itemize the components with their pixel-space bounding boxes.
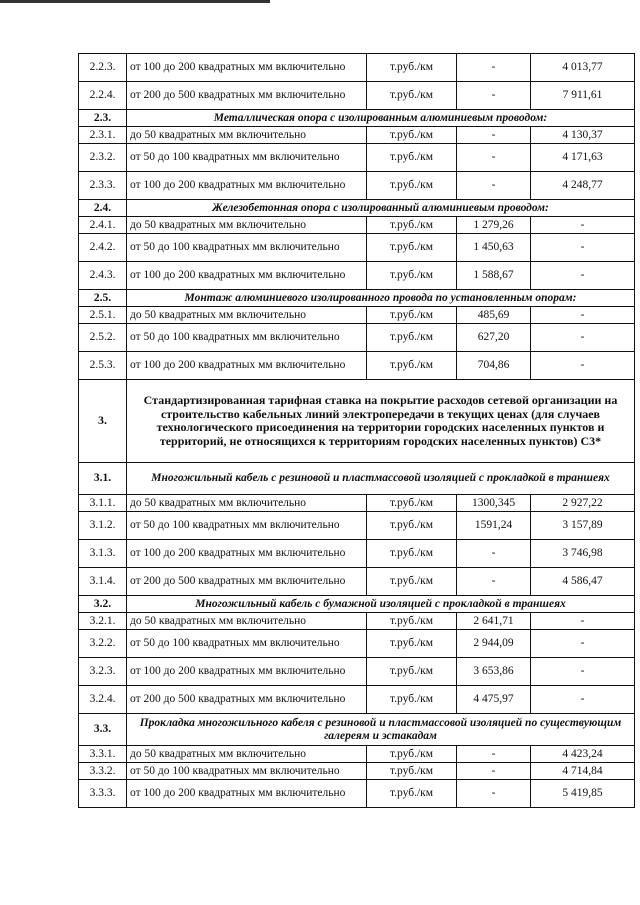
- row-value-2: -: [531, 630, 635, 658]
- row-value-2: -: [531, 658, 635, 686]
- row-number: 2.2.4.: [79, 82, 127, 110]
- table-row: [79, 763, 635, 780]
- table-row: [79, 172, 635, 200]
- section-row: [79, 200, 635, 217]
- table-row: [79, 217, 635, 234]
- section-title: Железобетонная опора с изолированный алюминиевым проводом:: [127, 200, 635, 217]
- row-unit: т.руб./км: [367, 630, 457, 658]
- section-number: 2.4.: [79, 200, 127, 217]
- row-number: 2.5.2.: [79, 324, 127, 352]
- table-row: [79, 746, 635, 763]
- table-row: [79, 686, 635, 714]
- table-row: [79, 540, 635, 568]
- row-unit: т.руб./км: [367, 54, 457, 82]
- tariff-table-sheet: [78, 53, 634, 808]
- row-number: 2.3.1.: [79, 127, 127, 144]
- row-value-1: -: [457, 54, 531, 82]
- row-value-2: 3 157,89: [531, 512, 635, 540]
- row-number: 3.2.2.: [79, 630, 127, 658]
- row-value-2: 4 714,84: [531, 763, 635, 780]
- row-unit: т.руб./км: [367, 512, 457, 540]
- table-row: [79, 780, 635, 808]
- row-description: до 50 квадратных мм включительно: [127, 746, 367, 763]
- row-unit: т.руб./км: [367, 686, 457, 714]
- table-row: [79, 630, 635, 658]
- table-row: [79, 495, 635, 512]
- section-title: Многожильный кабель с резиновой и пластмассовой изоляцией с прокладкой в траншеях: [127, 463, 635, 495]
- row-value-2: -: [531, 613, 635, 630]
- row-number: 3.2.1.: [79, 613, 127, 630]
- section-number: 2.5.: [79, 290, 127, 307]
- row-unit: т.руб./км: [367, 763, 457, 780]
- row-unit: т.руб./км: [367, 324, 457, 352]
- row-value-1: 627,20: [457, 324, 531, 352]
- row-unit: т.руб./км: [367, 495, 457, 512]
- section-number: 3.3.: [79, 714, 127, 746]
- section-number: 3.: [79, 380, 127, 463]
- row-unit: т.руб./км: [367, 780, 457, 808]
- row-value-2: -: [531, 686, 635, 714]
- row-number: 2.2.3.: [79, 54, 127, 82]
- row-description: от 50 до 100 квадратных мм включительно: [127, 630, 367, 658]
- table-row: [79, 82, 635, 110]
- row-value-2: 4 171,63: [531, 144, 635, 172]
- section-row: [79, 463, 635, 495]
- row-value-1: 1 279,26: [457, 217, 531, 234]
- row-number: 3.1.4.: [79, 568, 127, 596]
- row-value-2: -: [531, 234, 635, 262]
- row-description: от 50 до 100 квадратных мм включительно: [127, 763, 367, 780]
- row-value-2: 4 586,47: [531, 568, 635, 596]
- row-number: 3.3.1.: [79, 746, 127, 763]
- row-value-1: 485,69: [457, 307, 531, 324]
- row-value-1: 2 641,71: [457, 613, 531, 630]
- row-description: от 50 до 100 квадратных мм включительно: [127, 512, 367, 540]
- row-description: от 100 до 200 квадратных мм включительно: [127, 540, 367, 568]
- row-unit: т.руб./км: [367, 234, 457, 262]
- row-unit: т.руб./км: [367, 613, 457, 630]
- row-description: от 100 до 200 квадратных мм включительно: [127, 262, 367, 290]
- table-row: [79, 352, 635, 380]
- row-value-1: -: [457, 127, 531, 144]
- row-value-1: 1300,345: [457, 495, 531, 512]
- section-row: [79, 110, 635, 127]
- row-value-1: 704,86: [457, 352, 531, 380]
- row-number: 3.3.2.: [79, 763, 127, 780]
- row-value-1: -: [457, 763, 531, 780]
- row-value-2: 4 130,37: [531, 127, 635, 144]
- section-number: 3.1.: [79, 463, 127, 495]
- section-row: [79, 380, 635, 463]
- row-value-2: -: [531, 307, 635, 324]
- row-value-2: 4 248,77: [531, 172, 635, 200]
- row-unit: т.руб./км: [367, 127, 457, 144]
- row-value-1: -: [457, 144, 531, 172]
- table-row: [79, 568, 635, 596]
- section-title: Стандартизированная тарифная ставка на покрытие расходов сетевой организации на строительство кабельных линий электропередачи в текущих ценах (для случаев технологического присоединения на территории городских населенных пунктов и территорий, не относящихся к территориям городских населенных пунктов) С3*: [127, 380, 635, 463]
- row-number: 3.2.4.: [79, 686, 127, 714]
- row-number: 2.4.3.: [79, 262, 127, 290]
- row-number: 2.4.1.: [79, 217, 127, 234]
- row-number: 3.1.2.: [79, 512, 127, 540]
- row-value-1: -: [457, 746, 531, 763]
- section-number: 3.2.: [79, 596, 127, 613]
- table-row: [79, 658, 635, 686]
- row-description: от 50 до 100 квадратных мм включительно: [127, 324, 367, 352]
- section-row: [79, 290, 635, 307]
- row-value-1: -: [457, 540, 531, 568]
- row-value-1: -: [457, 780, 531, 808]
- row-value-2: -: [531, 262, 635, 290]
- row-value-1: 2 944,09: [457, 630, 531, 658]
- row-description: от 100 до 200 квадратных мм включительно: [127, 172, 367, 200]
- row-description: от 200 до 500 квадратных мм включительно: [127, 568, 367, 596]
- section-row: [79, 714, 635, 746]
- table-row: [79, 144, 635, 172]
- row-description: от 50 до 100 квадратных мм включительно: [127, 144, 367, 172]
- row-number: 3.1.1.: [79, 495, 127, 512]
- row-number: 2.3.3.: [79, 172, 127, 200]
- row-number: 3.2.3.: [79, 658, 127, 686]
- top-rule: [0, 0, 270, 3]
- section-title: Монтаж алюминиевого изолированного провода по установленным опорам:: [127, 290, 635, 307]
- tariff-table-body: [79, 54, 635, 808]
- row-value-1: -: [457, 568, 531, 596]
- row-description: до 50 квадратных мм включительно: [127, 307, 367, 324]
- table-row: [79, 54, 635, 82]
- table-row: [79, 262, 635, 290]
- row-value-1: 1 450,63: [457, 234, 531, 262]
- row-unit: т.руб./км: [367, 540, 457, 568]
- row-unit: т.руб./км: [367, 746, 457, 763]
- row-number: 2.4.2.: [79, 234, 127, 262]
- section-title: Прокладка многожильного кабеля с резиновой и пластмассовой изоляцией по существующим галереям и эстакадам: [127, 714, 635, 746]
- row-description: до 50 квадратных мм включительно: [127, 613, 367, 630]
- row-value-1: 3 653,86: [457, 658, 531, 686]
- row-value-1: 4 475,97: [457, 686, 531, 714]
- table-row: [79, 234, 635, 262]
- row-description: от 50 до 100 квадратных мм включительно: [127, 234, 367, 262]
- row-unit: т.руб./км: [367, 217, 457, 234]
- row-value-2: 7 911,61: [531, 82, 635, 110]
- row-value-2: -: [531, 217, 635, 234]
- row-unit: т.руб./км: [367, 144, 457, 172]
- row-description: от 100 до 200 квадратных мм включительно: [127, 658, 367, 686]
- row-number: 2.5.1.: [79, 307, 127, 324]
- row-number: 2.5.3.: [79, 352, 127, 380]
- row-description: до 50 квадратных мм включительно: [127, 495, 367, 512]
- table-row: [79, 324, 635, 352]
- row-unit: т.руб./км: [367, 307, 457, 324]
- row-value-2: -: [531, 352, 635, 380]
- section-title: Многожильный кабель с бумажной изоляцией с прокладкой в траншеях: [127, 596, 635, 613]
- row-value-1: -: [457, 172, 531, 200]
- row-unit: т.руб./км: [367, 568, 457, 596]
- row-unit: т.руб./км: [367, 172, 457, 200]
- table-row: [79, 613, 635, 630]
- section-number: 2.3.: [79, 110, 127, 127]
- section-title: Металлическая опора с изолированным алюминиевым проводом:: [127, 110, 635, 127]
- row-description: от 200 до 500 квадратных мм включительно: [127, 82, 367, 110]
- row-value-2: 5 419,85: [531, 780, 635, 808]
- row-unit: т.руб./км: [367, 262, 457, 290]
- row-value-2: 4 423,24: [531, 746, 635, 763]
- section-row: [79, 596, 635, 613]
- row-description: от 100 до 200 квадратных мм включительно: [127, 54, 367, 82]
- row-number: 3.3.3.: [79, 780, 127, 808]
- row-description: до 50 квадратных мм включительно: [127, 127, 367, 144]
- row-value-1: 1591,24: [457, 512, 531, 540]
- row-number: 3.1.3.: [79, 540, 127, 568]
- row-value-2: 4 013,77: [531, 54, 635, 82]
- row-description: от 100 до 200 квадратных мм включительно: [127, 352, 367, 380]
- table-row: [79, 307, 635, 324]
- row-number: 2.3.2.: [79, 144, 127, 172]
- row-value-1: 1 588,67: [457, 262, 531, 290]
- table-row: [79, 127, 635, 144]
- row-unit: т.руб./км: [367, 82, 457, 110]
- row-value-2: -: [531, 324, 635, 352]
- row-value-2: 2 927,22: [531, 495, 635, 512]
- row-value-2: 3 746,98: [531, 540, 635, 568]
- tariff-table: [78, 53, 635, 808]
- row-description: до 50 квадратных мм включительно: [127, 217, 367, 234]
- row-description: от 200 до 500 квадратных мм включительно: [127, 686, 367, 714]
- table-row: [79, 512, 635, 540]
- row-description: от 100 до 200 квадратных мм включительно: [127, 780, 367, 808]
- row-unit: т.руб./км: [367, 658, 457, 686]
- row-unit: т.руб./км: [367, 352, 457, 380]
- row-value-1: -: [457, 82, 531, 110]
